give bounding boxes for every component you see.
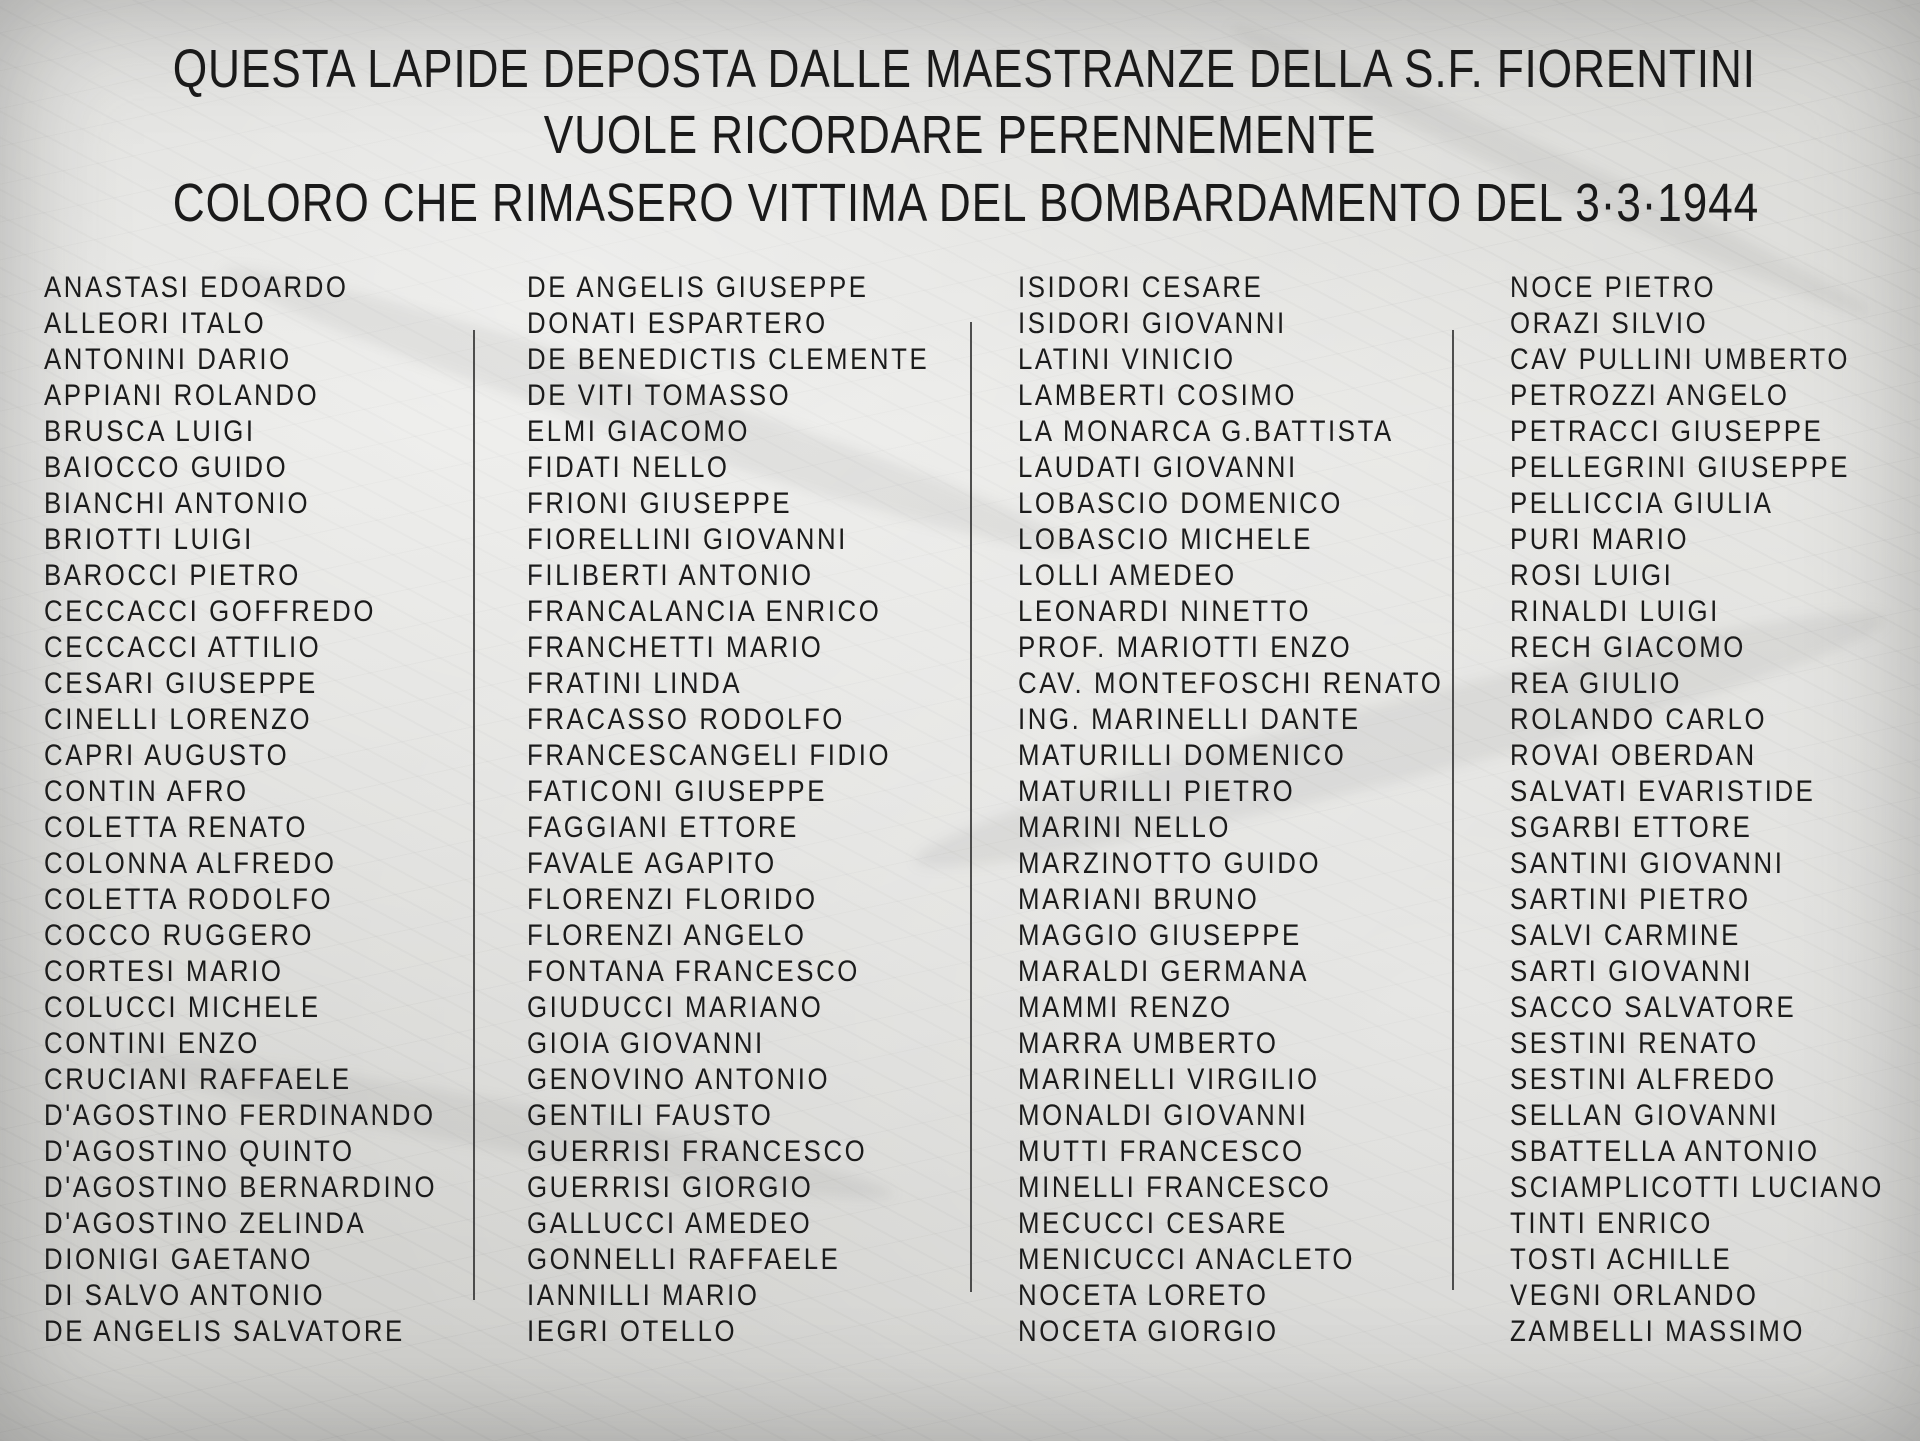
names-column-3 — [1018, 270, 1488, 1350]
victim-name: FIORELLINI GIOVANNI — [527, 523, 848, 556]
victim-name: NOCE PIETRO — [1510, 271, 1717, 304]
victim-name: FRACASSO RODOLFO — [527, 703, 845, 736]
victim-name: GENOVINO ANTONIO — [527, 1063, 831, 1096]
victim-name: FRANCALANCIA ENRICO — [527, 595, 882, 628]
victim-name: ISIDORI GIOVANNI — [1018, 307, 1287, 340]
victim-name: COLONNA ALFREDO — [44, 847, 337, 880]
victim-name: FILIBERTI ANTONIO — [527, 559, 814, 592]
victim-name: PETRACCI GIUSEPPE — [1510, 415, 1824, 448]
victim-name: FLORENZI ANGELO — [527, 919, 807, 952]
victim-name: DONATI ESPARTERO — [527, 307, 828, 340]
victim-name: ISIDORI CESARE — [1018, 271, 1264, 304]
victim-name: ZAMBELLI MASSIMO — [1510, 1315, 1806, 1348]
victim-name: MAMMI RENZO — [1018, 991, 1233, 1024]
victim-name: PELLEGRINI GIUSEPPE — [1510, 451, 1851, 484]
victim-name: CESARI GIUSEPPE — [44, 667, 318, 700]
inscription-heading-line-1: QUESTA LAPIDE DEPOSTA DALLE MAESTRANZE DELLA S.F. FIORENTINI — [172, 39, 1756, 99]
victim-name: CONTINI ENZO — [44, 1027, 260, 1060]
victim-name: PROF. MARIOTTI ENZO — [1018, 631, 1353, 664]
victim-name: FRATINI LINDA — [527, 667, 743, 700]
victim-name: MARALDI GERMANA — [1018, 955, 1310, 988]
victim-name: ROLANDO CARLO — [1510, 703, 1768, 736]
victim-name: CAV PULLINI UMBERTO — [1510, 343, 1851, 376]
victim-name: MECUCCI CESARE — [1018, 1207, 1288, 1240]
victim-name: CONTIN AFRO — [44, 775, 249, 808]
victim-name: ROSI LUIGI — [1510, 559, 1674, 592]
victim-name: FIDATI NELLO — [527, 451, 730, 484]
victim-name: D'AGOSTINO BERNARDINO — [44, 1171, 438, 1204]
victim-name: PURI MARIO — [1510, 523, 1690, 556]
victim-name: SESTINI RENATO — [1510, 1027, 1759, 1060]
victim-name: LOLLI AMEDEO — [1018, 559, 1237, 592]
victim-name: LAMBERTI COSIMO — [1018, 379, 1298, 412]
victim-name: FONTANA FRANCESCO — [527, 955, 860, 988]
victim-name: MATURILLI DOMENICO — [1018, 739, 1347, 772]
victim-name: ANASTASI EDOARDO — [44, 271, 349, 304]
victim-name: REA GIULIO — [1510, 667, 1683, 700]
victim-name: DI SALVO ANTONIO — [44, 1279, 326, 1312]
victim-name: ANTONINI DARIO — [44, 343, 292, 376]
victim-name: FATICONI GIUSEPPE — [527, 775, 828, 808]
victim-name: SARTI GIOVANNI — [1510, 955, 1754, 988]
victim-name: LA MONARCA G.BATTISTA — [1018, 415, 1394, 448]
victim-name: LOBASCIO DOMENICO — [1018, 487, 1343, 520]
victim-name: CORTESI MARIO — [44, 955, 284, 988]
victim-name: FRANCESCANGELI FIDIO — [527, 739, 892, 772]
victim-name: COLUCCI MICHELE — [44, 991, 321, 1024]
victim-name: GUERRISI FRANCESCO — [527, 1135, 868, 1168]
victim-name: DE ANGELIS GIUSEPPE — [527, 271, 869, 304]
victim-name: COLETTA RODOLFO — [44, 883, 334, 916]
victim-name: BRIOTTI LUIGI — [44, 523, 254, 556]
victim-name: APPIANI ROLANDO — [44, 379, 320, 412]
victim-name: FLORENZI FLORIDO — [527, 883, 818, 916]
victim-name: D'AGOSTINO FERDINANDO — [44, 1099, 436, 1132]
victim-name: DIONIGI GAETANO — [44, 1243, 314, 1276]
victim-name: MARINELLI VIRGILIO — [1018, 1063, 1320, 1096]
victim-name: VEGNI ORLANDO — [1510, 1279, 1759, 1312]
victim-name: TOSTI ACHILLE — [1510, 1243, 1733, 1276]
victim-name: MARIANI BRUNO — [1018, 883, 1260, 916]
victim-name: CAPRI AUGUSTO — [44, 739, 290, 772]
victim-name: SBATTELLA ANTONIO — [1510, 1135, 1820, 1168]
victim-name: MINELLI FRANCESCO — [1018, 1171, 1332, 1204]
victim-name: CECCACCI GOFFREDO — [44, 595, 376, 628]
victim-name: NOCETA GIORGIO — [1018, 1315, 1279, 1348]
victim-name: MATURILLI PIETRO — [1018, 775, 1296, 808]
victim-name: MARINI NELLO — [1018, 811, 1232, 844]
victim-name: ORAZI SILVIO — [1510, 307, 1709, 340]
victim-name: ING. MARINELLI DANTE — [1018, 703, 1361, 736]
victim-name: ELMI GIACOMO — [527, 415, 751, 448]
victim-name: IEGRI OTELLO — [527, 1315, 738, 1348]
victim-name: FAGGIANI ETTORE — [527, 811, 799, 844]
victim-name: SCIAMPLICOTTI LUCIANO — [1510, 1171, 1884, 1204]
column-divider — [473, 330, 475, 1300]
victim-name: TINTI ENRICO — [1510, 1207, 1713, 1240]
victim-name: SACCO SALVATORE — [1510, 991, 1797, 1024]
victim-name: CINELLI LORENZO — [44, 703, 313, 736]
victim-name: BAROCCI PIETRO — [44, 559, 301, 592]
names-column-4 — [1510, 270, 1920, 1350]
victim-name: GIUDUCCI MARIANO — [527, 991, 824, 1024]
column-divider — [970, 322, 972, 1292]
victim-name: IANNILLI MARIO — [527, 1279, 760, 1312]
victim-name: GUERRISI GIORGIO — [527, 1171, 814, 1204]
victim-name: MARZINOTTO GUIDO — [1018, 847, 1322, 880]
victim-name: COLETTA RENATO — [44, 811, 309, 844]
column-divider — [1452, 330, 1454, 1290]
victim-name: CAV. MONTEFOSCHI RENATO — [1018, 667, 1444, 700]
victim-name: GIOIA GIOVANNI — [527, 1027, 765, 1060]
victim-name: RECH GIACOMO — [1510, 631, 1746, 664]
victim-name: D'AGOSTINO ZELINDA — [44, 1207, 367, 1240]
victim-name: FRIONI GIUSEPPE — [527, 487, 793, 520]
victim-name: SANTINI GIOVANNI — [1510, 847, 1785, 880]
victim-name: SALVI CARMINE — [1510, 919, 1741, 952]
victim-name: DE VITI TOMASSO — [527, 379, 792, 412]
victim-name: LATINI VINICIO — [1018, 343, 1236, 376]
victim-name: FAVALE AGAPITO — [527, 847, 777, 880]
victim-name: LEONARDI NINETTO — [1018, 595, 1312, 628]
victim-name: BIANCHI ANTONIO — [44, 487, 311, 520]
victim-name: MENICUCCI ANACLETO — [1018, 1243, 1355, 1276]
victim-name: BRUSCA LUIGI — [44, 415, 256, 448]
victim-name: ROVAI OBERDAN — [1510, 739, 1757, 772]
victim-name: ALLEORI ITALO — [44, 307, 267, 340]
victim-name: MAGGIO GIUSEPPE — [1018, 919, 1302, 952]
victim-name: CECCACCI ATTILIO — [44, 631, 322, 664]
victim-name: SELLAN GIOVANNI — [1510, 1099, 1780, 1132]
victim-name: BAIOCCO GUIDO — [44, 451, 289, 484]
victim-name: MARRA UMBERTO — [1018, 1027, 1279, 1060]
victim-name: SALVATI EVARISTIDE — [1510, 775, 1816, 808]
victim-name: PELLICCIA GIULIA — [1510, 487, 1774, 520]
victim-name: SARTINI PIETRO — [1510, 883, 1751, 916]
victim-name: NOCETA LORETO — [1018, 1279, 1269, 1312]
victim-name: LOBASCIO MICHELE — [1018, 523, 1314, 556]
victim-name: MUTTI FRANCESCO — [1018, 1135, 1305, 1168]
victim-name: GALLUCCI AMEDEO — [527, 1207, 813, 1240]
inscription-heading-line-2: VUOLE RICORDARE PERENNEMENTE — [543, 105, 1377, 165]
victim-name: FRANCHETTI MARIO — [527, 631, 824, 664]
victim-name: RINALDI LUIGI — [1510, 595, 1720, 628]
victim-name: MONALDI GIOVANNI — [1018, 1099, 1309, 1132]
inscription-heading-line-3: COLORO CHE RIMASERO VITTIMA DEL BOMBARDAMENTO DEL 3·3·1944 — [172, 173, 1760, 233]
victim-name: SESTINI ALFREDO — [1510, 1063, 1777, 1096]
victim-name: CRUCIANI RAFFAELE — [44, 1063, 352, 1096]
victim-name: PETROZZI ANGELO — [1510, 379, 1790, 412]
victim-name: D'AGOSTINO QUINTO — [44, 1135, 355, 1168]
victim-name: SGARBI ETTORE — [1510, 811, 1753, 844]
victim-name: GONNELLI RAFFAELE — [527, 1243, 841, 1276]
victim-name: GENTILI FAUSTO — [527, 1099, 774, 1132]
names-column-1 — [44, 270, 514, 1350]
victim-name: LAUDATI GIOVANNI — [1018, 451, 1298, 484]
victim-name: DE BENEDICTIS CLEMENTE — [527, 343, 930, 376]
names-column-2 — [527, 270, 997, 1350]
victim-name: DE ANGELIS SALVATORE — [44, 1315, 405, 1348]
victim-name: COCCO RUGGERO — [44, 919, 315, 952]
